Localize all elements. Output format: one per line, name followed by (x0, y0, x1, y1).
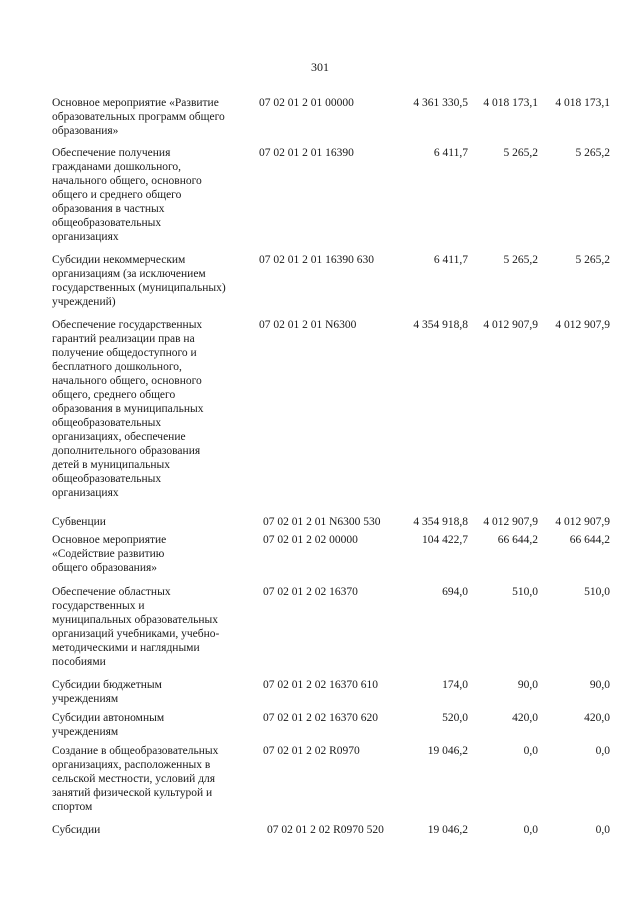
row-value-3: 5 265,2 (575, 147, 610, 159)
row-code: 07 02 01 2 01 00000 (259, 97, 354, 109)
row-code: 07 02 01 2 02 00000 (263, 534, 358, 546)
row-value-1: 6 411,7 (433, 147, 468, 159)
row-code: 07 02 01 2 02 R0970 520 (267, 824, 384, 836)
row-value-3: 510,0 (584, 586, 610, 598)
row-value-3: 90,0 (589, 679, 610, 691)
row-code: 07 02 01 2 02 16370 620 (263, 712, 378, 724)
row-name: Субсидии некоммерческим организациям (за исключением государственных (муниципальных) учреждений) (52, 254, 226, 308)
row-name: Субсидии (52, 824, 101, 836)
row-value-3: 4 018 173,1 (555, 97, 610, 109)
row-name: Обеспечение областных государственных и муниципальных образовательных организаций учебниками, учебно- методическими и наглядными пособиями (52, 586, 220, 668)
row-value-2: 4 012 907,9 (483, 319, 538, 331)
row-value-1: 4 354 918,8 (413, 319, 468, 331)
row-name: Субсидии бюджетным учреждениям (52, 679, 162, 705)
row-code: 07 02 01 2 01 16390 (259, 147, 354, 159)
row-value-2: 5 265,2 (503, 254, 538, 266)
row-value-3: 0,0 (595, 824, 610, 836)
row-name: Субвенции (52, 516, 106, 528)
row-value-1: 694,0 (442, 586, 468, 598)
row-value-1: 4 354 918,8 (413, 516, 468, 528)
row-value-1: 19 046,2 (427, 745, 468, 757)
row-value-1: 174,0 (442, 679, 468, 691)
row-code: 07 02 01 2 01 N6300 (259, 319, 357, 331)
row-value-3: 66 644,2 (569, 534, 610, 546)
row-name: Обеспечение получения гражданами дошкольного, начального общего, основного общего и среднего общего образования в частных общеобразовательных организациях (52, 147, 202, 243)
row-value-3: 4 012 907,9 (555, 319, 610, 331)
row-value-3: 5 265,2 (575, 254, 610, 266)
row-value-3: 4 012 907,9 (555, 516, 610, 528)
row-code: 07 02 01 2 02 R0970 (263, 745, 360, 757)
row-code: 07 02 01 2 01 16390 630 (259, 254, 374, 266)
row-name: Субсидии автономным учреждениям (52, 712, 165, 738)
row-code: 07 02 01 2 02 16370 (263, 586, 358, 598)
row-value-1: 4 361 330,5 (413, 97, 468, 109)
row-value-2: 510,0 (512, 586, 538, 598)
row-code: 07 02 01 2 02 16370 610 (263, 679, 378, 691)
page-number: 301 (311, 60, 329, 74)
row-code: 07 02 01 2 01 N6300 530 (263, 516, 381, 528)
row-value-2: 4 012 907,9 (483, 516, 538, 528)
row-value-2: 0,0 (523, 745, 538, 757)
row-value-2: 90,0 (517, 679, 538, 691)
row-value-1: 19 046,2 (427, 824, 468, 836)
row-value-3: 0,0 (595, 745, 610, 757)
row-value-1: 6 411,7 (433, 254, 468, 266)
row-value-3: 420,0 (584, 712, 610, 724)
row-value-1: 104 422,7 (422, 534, 468, 546)
row-name: Обеспечение государственных гарантий реализации прав на получение общедоступного и бесплатного дошкольного, начального общего, основного общего, среднего общего образования в муниципальных общеобразовательных организациях, обеспечение дополнительного образования детей в муниципальных общеобразовательных организациях (52, 319, 204, 499)
row-value-1: 520,0 (442, 712, 468, 724)
row-name: Основное мероприятие «Развитие образовательных программ общего образования» (52, 97, 225, 137)
row-value-2: 0,0 (523, 824, 538, 836)
row-value-2: 420,0 (512, 712, 538, 724)
row-value-2: 66 644,2 (497, 534, 538, 546)
row-name: Основное мероприятие «Содействие развитию общего образования» (52, 534, 167, 574)
row-value-2: 5 265,2 (503, 147, 538, 159)
row-name: Создание в общеобразовательных организациях, расположенных в сельской местности, условий для занятий физической культурой и спортом (52, 745, 219, 813)
row-value-2: 4 018 173,1 (483, 97, 538, 109)
